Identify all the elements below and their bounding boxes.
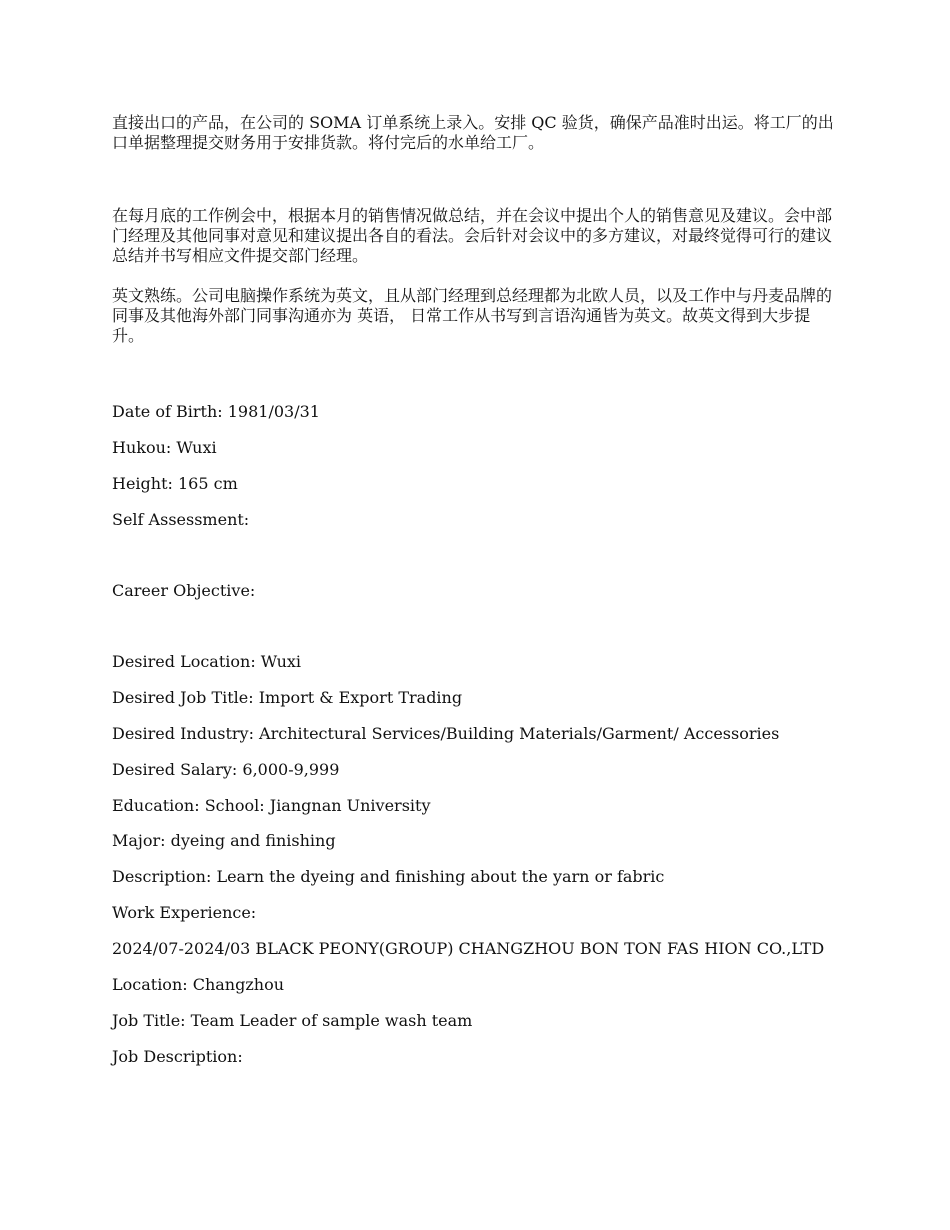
work-experience-entry: 2024/07-2024/03 BLACK PEONY(GROUP) CHANGZHOU BON TON FAS HION CO.,LTD	[112, 939, 825, 958]
desired-salary: Desired Salary: 6,000-9,999	[112, 760, 340, 779]
hukou: Hukou: Wuxi	[112, 438, 217, 457]
monthly-meeting-paragraph: 在每月底的工作例会中，根据本月的销售情况做总结，并在会议中提出个人的销售意见及建议。会中部门经理及其他同事对意见和建议提出各自的看法。会后针对会议中的多方建议，对最终觉得可行的建议总结并书写相应文件提交部门经理。	[112, 206, 833, 265]
export-process-paragraph: 直接出口的产品，在公司的 SOMA 订单系统上录入。安排 QC 验货，确保产品准时出运。将工厂的出口单据整理提交财务用于安排货款。将付完后的水单给工厂。	[112, 113, 834, 152]
self-assessment-heading: Self Assessment:	[112, 510, 250, 529]
desired-industry: Desired Industry: Architectural Services/Building Materials/Garment/ Accessories	[112, 724, 780, 743]
work-location: Location: Changzhou	[112, 975, 285, 994]
desired-location: Desired Location: Wuxi	[112, 652, 302, 671]
education-description: Description: Learn the dyeing and finishing about the yarn or fabric	[112, 867, 665, 886]
desired-job-title: Desired Job Title: Import & Export Trading	[112, 688, 463, 707]
education-major: Major: dyeing and finishing	[112, 831, 336, 850]
work-job-description-heading: Job Description:	[112, 1047, 243, 1066]
date-of-birth: Date of Birth: 1981/03/31	[112, 402, 320, 421]
work-experience-heading: Work Experience:	[112, 903, 257, 922]
english-skill-paragraph: 英文熟练。公司电脑操作系统为英文，且从部门经理到总经理都为北欧人员，以及工作中与丹麦品牌的同事及其他海外部门同事沟通亦为 英语， 日常工作从书写到言语沟通皆为英文。故英文得到大步提升。	[112, 286, 833, 345]
career-objective-heading: Career Objective:	[112, 581, 256, 600]
height: Height: 165 cm	[112, 474, 238, 493]
work-job-title: Job Title: Team Leader of sample wash team	[112, 1011, 473, 1030]
education-school: Education: School: Jiangnan University	[112, 796, 431, 815]
